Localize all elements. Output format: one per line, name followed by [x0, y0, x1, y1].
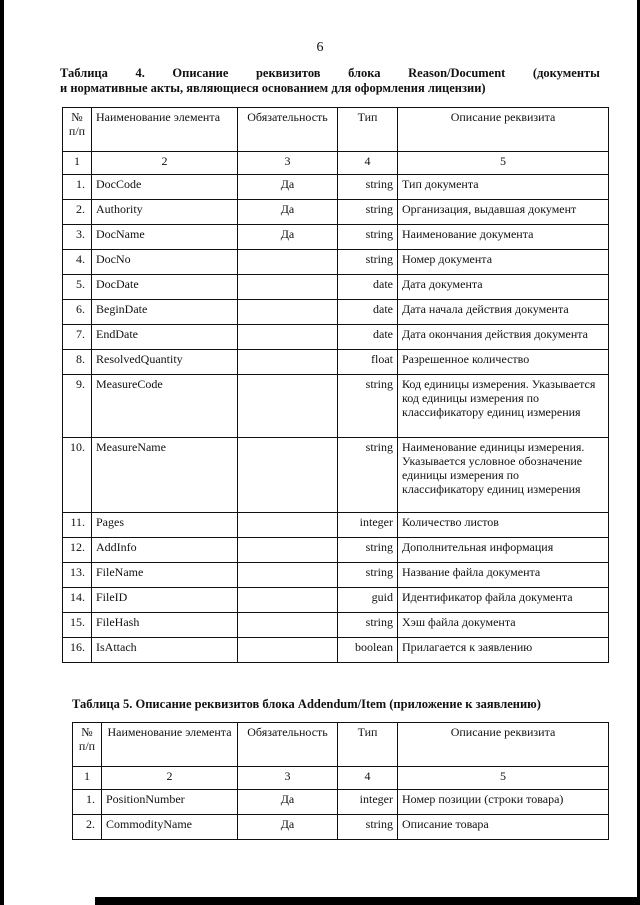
description-cell: Код единицы измерения. Указывается код единицы измерения по классификатору единиц измерения: [398, 375, 609, 438]
required-cell: [238, 325, 338, 350]
required-cell: [238, 250, 338, 275]
element-name-cell: Pages: [92, 513, 238, 538]
type-cell: date: [338, 325, 398, 350]
required-cell: Да: [238, 815, 338, 840]
description-cell: Дата документа: [398, 275, 609, 300]
index-cell: 2: [102, 767, 238, 790]
description-cell: Дополнительная информация: [398, 538, 609, 563]
caption-word: 4.: [135, 66, 145, 80]
required-cell: [238, 438, 338, 513]
index-cell: 2: [92, 152, 238, 175]
required-cell: [238, 638, 338, 663]
caption-word: блока: [348, 66, 381, 80]
type-cell: string: [338, 815, 398, 840]
element-name-cell: DocCode: [92, 175, 238, 200]
header-cell-description: Описание реквизита: [398, 723, 609, 767]
element-name-cell: DocNo: [92, 250, 238, 275]
row-number-cell: 6.: [63, 300, 92, 325]
table5-body: [73, 723, 609, 840]
header-cell-num: № п/п: [73, 723, 102, 767]
row-number-cell: 10.: [63, 438, 92, 513]
element-name-cell: EndDate: [92, 325, 238, 350]
row-number-cell: 7.: [63, 325, 92, 350]
row-number-cell: 16.: [63, 638, 92, 663]
table-row: [63, 175, 609, 200]
row-number-cell: 14.: [63, 588, 92, 613]
description-cell: Количество листов: [398, 513, 609, 538]
required-cell: [238, 275, 338, 300]
header-cell-name: Наименование элемента: [92, 108, 238, 152]
table4-caption-line1: [60, 66, 600, 81]
description-cell: Разрешенное количество: [398, 350, 609, 375]
type-cell: boolean: [338, 638, 398, 663]
required-cell: [238, 300, 338, 325]
row-number-cell: 5.: [63, 275, 92, 300]
element-name-cell: BeginDate: [92, 300, 238, 325]
description-cell: Прилагается к заявлению: [398, 638, 609, 663]
table-row: [63, 588, 609, 613]
required-cell: [238, 375, 338, 438]
type-cell: string: [338, 175, 398, 200]
required-cell: [238, 513, 338, 538]
header-cell-num: № п/п: [63, 108, 92, 152]
scan-edge-left: [0, 0, 4, 905]
header-cell-description: Описание реквизита: [398, 108, 609, 152]
element-name-cell: DocName: [92, 225, 238, 250]
index-cell: 1: [73, 767, 102, 790]
caption-word: Reason/Document: [408, 66, 506, 80]
index-cell: 1: [63, 152, 92, 175]
table4-caption-line2: и нормативные акты, являющиеся основанием для оформления лицензии): [60, 81, 486, 95]
table4: [62, 107, 609, 663]
header-cell-type: Тип: [338, 108, 398, 152]
type-cell: string: [338, 438, 398, 513]
required-cell: Да: [238, 225, 338, 250]
required-cell: [238, 563, 338, 588]
header-cell-name: Наименование элемента: [102, 723, 238, 767]
type-cell: guid: [338, 588, 398, 613]
type-cell: date: [338, 275, 398, 300]
row-number-cell: 3.: [63, 225, 92, 250]
description-cell: Дата окончания действия документа: [398, 325, 609, 350]
index-cell: 4: [338, 767, 398, 790]
caption-word: реквизитов: [255, 66, 321, 80]
table5: [72, 722, 609, 840]
element-name-cell: PositionNumber: [102, 790, 238, 815]
table-row: [63, 225, 609, 250]
description-cell: Хэш файла документа: [398, 613, 609, 638]
required-cell: Да: [238, 175, 338, 200]
header-cell-type: Тип: [338, 723, 398, 767]
required-cell: Да: [238, 200, 338, 225]
type-cell: date: [338, 300, 398, 325]
element-name-cell: FileName: [92, 563, 238, 588]
table-row: [63, 275, 609, 300]
table4-body: [63, 108, 609, 663]
row-number-cell: 12.: [63, 538, 92, 563]
element-name-cell: CommodityName: [102, 815, 238, 840]
table-row: [63, 300, 609, 325]
table-row: [63, 200, 609, 225]
type-cell: string: [338, 200, 398, 225]
type-cell: integer: [338, 790, 398, 815]
element-name-cell: FileHash: [92, 613, 238, 638]
required-cell: Да: [238, 790, 338, 815]
description-cell: Номер документа: [398, 250, 609, 275]
type-cell: string: [338, 225, 398, 250]
table-row: [63, 350, 609, 375]
table-row: [63, 438, 609, 513]
scan-edge-bottom: [95, 897, 640, 905]
type-cell: integer: [338, 513, 398, 538]
type-cell: string: [338, 613, 398, 638]
type-cell: string: [338, 563, 398, 588]
type-cell: float: [338, 350, 398, 375]
table5-caption: Таблица 5. Описание реквизитов блока Addendum/Item (приложение к заявлению): [72, 697, 541, 711]
row-number-cell: 15.: [63, 613, 92, 638]
required-cell: [238, 350, 338, 375]
table-row: [63, 563, 609, 588]
index-cell: 5: [398, 767, 609, 790]
row-number-cell: 2.: [63, 200, 92, 225]
row-number-cell: 11.: [63, 513, 92, 538]
header-cell-required: Обязательность: [238, 723, 338, 767]
element-name-cell: AddInfo: [92, 538, 238, 563]
required-cell: [238, 613, 338, 638]
table-row: [73, 815, 609, 840]
index-cell: 3: [238, 767, 338, 790]
type-cell: string: [338, 250, 398, 275]
element-name-cell: MeasureName: [92, 438, 238, 513]
table-header-row: [63, 108, 609, 152]
page-number: 6: [316, 40, 324, 55]
table-row: [63, 513, 609, 538]
type-cell: string: [338, 538, 398, 563]
element-name-cell: Authority: [92, 200, 238, 225]
required-cell: [238, 538, 338, 563]
table4-caption: [60, 66, 600, 96]
header-cell-required: Обязательность: [238, 108, 338, 152]
column-index-row: [63, 152, 609, 175]
description-cell: Идентификатор файла документа: [398, 588, 609, 613]
element-name-cell: ResolvedQuantity: [92, 350, 238, 375]
description-cell: Название файла документа: [398, 563, 609, 588]
caption-word: (документы: [532, 66, 600, 80]
index-cell: 3: [238, 152, 338, 175]
row-number-cell: 9.: [63, 375, 92, 438]
row-number-cell: 1.: [73, 790, 102, 815]
element-name-cell: FileID: [92, 588, 238, 613]
column-index-row: [73, 767, 609, 790]
element-name-cell: MeasureCode: [92, 375, 238, 438]
row-number-cell: 8.: [63, 350, 92, 375]
description-cell: Наименование единицы измерения. Указывается условное обозначение единицы измерения по классификатору единиц измерения: [398, 438, 609, 513]
caption-word: Описание: [172, 66, 229, 80]
table-row: [73, 790, 609, 815]
description-cell: Организация, выдавшая документ: [398, 200, 609, 225]
index-cell: 4: [338, 152, 398, 175]
description-cell: Дата начала действия документа: [398, 300, 609, 325]
type-cell: string: [338, 375, 398, 438]
table-row: [63, 375, 609, 438]
table-row: [63, 250, 609, 275]
description-cell: Описание товара: [398, 815, 609, 840]
row-number-cell: 1.: [63, 175, 92, 200]
description-cell: Тип документа: [398, 175, 609, 200]
table-row: [63, 638, 609, 663]
table-row: [63, 538, 609, 563]
description-cell: Наименование документа: [398, 225, 609, 250]
required-cell: [238, 588, 338, 613]
caption-word: Таблица: [60, 66, 108, 80]
row-number-cell: 4.: [63, 250, 92, 275]
element-name-cell: IsAttach: [92, 638, 238, 663]
element-name-cell: DocDate: [92, 275, 238, 300]
table-row: [63, 613, 609, 638]
row-number-cell: 13.: [63, 563, 92, 588]
table-row: [63, 325, 609, 350]
index-cell: 5: [398, 152, 609, 175]
description-cell: Номер позиции (строки товара): [398, 790, 609, 815]
row-number-cell: 2.: [73, 815, 102, 840]
table-header-row: [73, 723, 609, 767]
